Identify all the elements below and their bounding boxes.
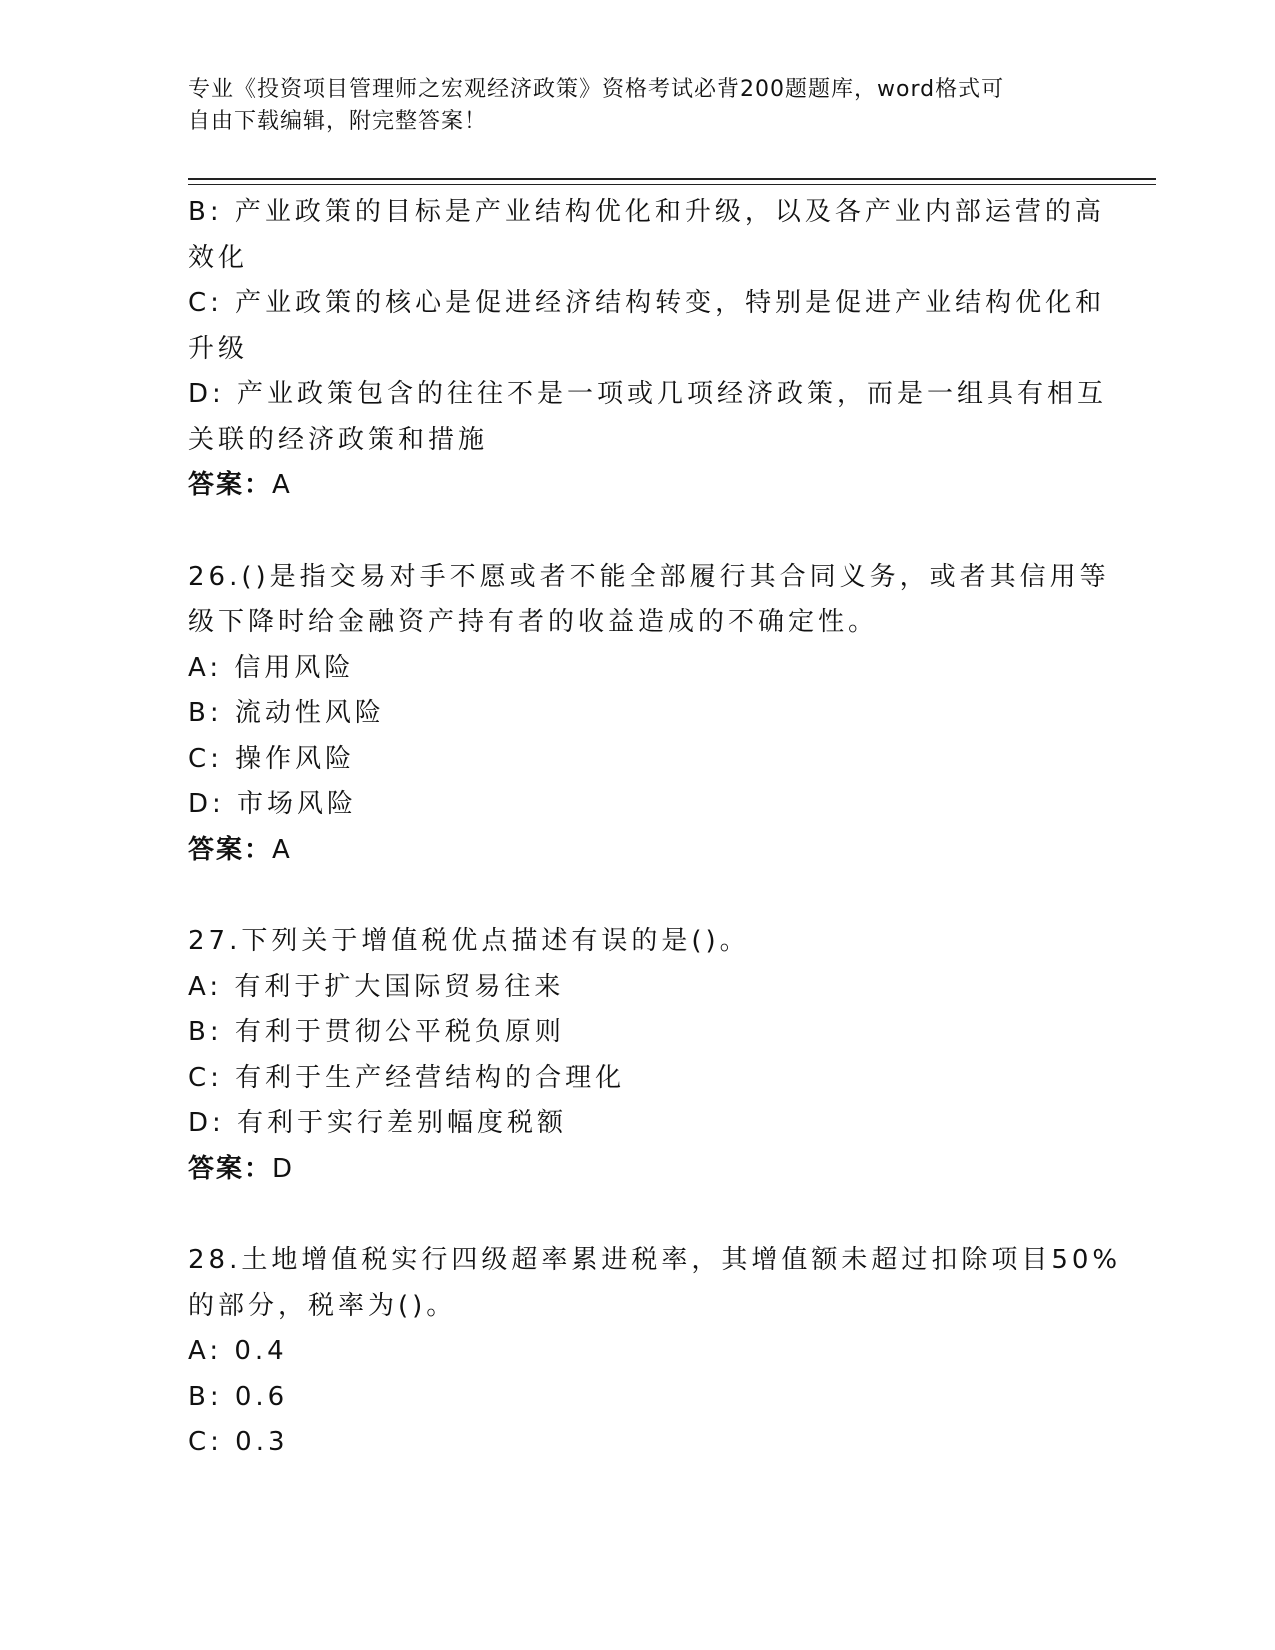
q25-answer-label: 答案： [188, 470, 273, 500]
header-line-2: 自由下载编辑，附完整答案！ [188, 109, 488, 134]
question-26 [188, 555, 1110, 874]
header-divider-thick [188, 178, 1156, 180]
q28-stem-line-1: 28.土地增值税实行四级超率累进税率，其增值额未超过扣除项目50% [188, 1245, 1122, 1275]
q26-stem-line-2: 级下降时给金融资产持有者的收益造成的不确定性。 [188, 607, 879, 637]
q26-stem-line-1: 26.()是指交易对手不愿或者不能全部履行其合同义务，或者其信用等 [188, 561, 1110, 592]
q28-option-a: A: 0.4 [188, 1336, 288, 1366]
q26-option-b: B: 流动性风险 [188, 698, 385, 728]
q28-option-b: B: 0.6 [188, 1381, 289, 1412]
q25-option-d-line-1: D: 产业政策包含的往往不是一项或几项经济政策，而是一组具有相互 [188, 379, 1108, 409]
q25-option-b-line-1: B: 产业政策的目标是产业结构优化和升级，以及各产业内部运营的高 [188, 197, 1105, 227]
q26-answer [188, 828, 1078, 874]
q27-option-a: A: 有利于扩大国际贸易往来 [188, 971, 565, 1002]
spacer [188, 509, 1078, 555]
q28-stem-line-2: 的部分，税率为()。 [188, 1290, 457, 1321]
q27-option-b: B: 有利于贯彻公平税负原则 [188, 1017, 565, 1047]
q27-answer [188, 1147, 1078, 1193]
q25-answer [188, 463, 1078, 509]
question-content [188, 190, 1122, 1466]
q25-option-c-line-2: 升级 [188, 333, 249, 364]
header-line-1: 专业《投资项目管理师之宏观经济政策》资格考试必背200题题库，word格式可 [188, 77, 1005, 102]
question-25 [188, 190, 1108, 509]
question-28 [188, 1238, 1122, 1466]
q28-option-c: C: 0.3 [188, 1427, 289, 1457]
q25-option-d-line-2: 关联的经济政策和措施 [188, 424, 489, 455]
q25-option-c-line-1: C: 产业政策的核心是促进经济结构转变，特别是促进产业结构优化和 [188, 288, 1106, 318]
q26-option-c: C: 操作风险 [188, 743, 356, 774]
q25-option-b-line-2: 效化 [188, 242, 249, 273]
document-header [188, 74, 1088, 138]
q26-option-d: D: 市场风险 [188, 789, 358, 819]
q26-answer-value: A [272, 834, 292, 865]
spacer [188, 1192, 1078, 1238]
q27-answer-value: D [272, 1153, 295, 1184]
question-27 [188, 919, 1078, 1192]
q27-stem: 27.下列关于增值税优点描述有误的是()。 [188, 926, 750, 956]
header-divider-thin [188, 184, 1156, 185]
q26-answer-label: 答案： [188, 834, 273, 865]
q27-answer-label: 答案： [188, 1153, 273, 1184]
q27-option-d: D: 有利于实行差别幅度税额 [188, 1108, 568, 1138]
q25-answer-value: A [272, 470, 292, 500]
q27-option-c: C: 有利于生产经营结构的合理化 [188, 1062, 626, 1093]
spacer [188, 873, 1078, 919]
q26-option-a: A: 信用风险 [188, 652, 355, 683]
